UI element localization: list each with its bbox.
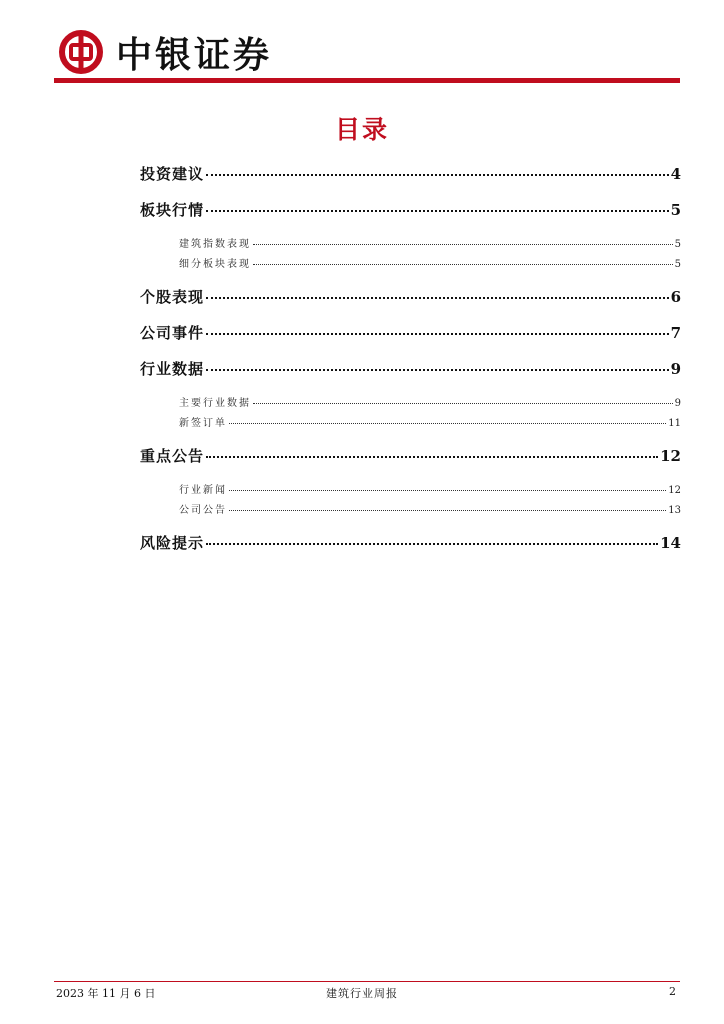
toc-leader bbox=[206, 333, 669, 335]
toc-subentry[interactable] bbox=[179, 501, 681, 516]
toc-leader bbox=[206, 297, 669, 299]
toc-leader bbox=[229, 490, 666, 491]
toc-entry[interactable] bbox=[140, 163, 681, 184]
logo-text: 中银证券 bbox=[116, 33, 273, 76]
toc-page-number: 14 bbox=[660, 534, 681, 552]
toc-entry-label: 公司公告 bbox=[179, 505, 227, 516]
toc-entry-label: 行业数据 bbox=[140, 360, 205, 378]
toc-entry-label: 行业新闻 bbox=[179, 485, 227, 496]
footer-date: 2023 年 11 月 6 日 bbox=[56, 987, 156, 1000]
toc-entry-label: 细分板块表现 bbox=[179, 259, 251, 270]
toc-subentry[interactable] bbox=[179, 394, 681, 409]
toc-page-number: 4 bbox=[670, 165, 681, 183]
toc-entry-label: 主要行业数据 bbox=[179, 398, 251, 409]
header-rule bbox=[54, 78, 680, 83]
toc-entry-label: 板块行情 bbox=[140, 201, 205, 219]
toc-page-number: 12 bbox=[660, 447, 681, 465]
toc-leader bbox=[206, 369, 669, 371]
toc-entry[interactable] bbox=[140, 322, 681, 343]
toc-entry[interactable] bbox=[140, 199, 681, 220]
footer-report-name: 建筑行业周报 bbox=[326, 987, 398, 1000]
toc-entry[interactable] bbox=[140, 358, 681, 379]
toc-entry-label: 建筑指数表现 bbox=[179, 239, 251, 250]
toc-title: 目录 bbox=[334, 115, 389, 144]
toc-subentry[interactable] bbox=[179, 235, 681, 250]
toc-entry-label: 重点公告 bbox=[140, 447, 205, 465]
toc-subentry[interactable] bbox=[179, 255, 681, 270]
toc-subentry[interactable] bbox=[179, 414, 681, 429]
toc-page-number: 5 bbox=[670, 201, 681, 219]
footer-page-number: 2 bbox=[669, 985, 676, 998]
toc-leader bbox=[253, 264, 673, 265]
toc-entry-label: 个股表现 bbox=[140, 288, 205, 306]
toc-leader bbox=[206, 210, 669, 212]
toc-leader bbox=[253, 403, 673, 404]
brand-logo bbox=[58, 28, 272, 76]
toc-page-number: 6 bbox=[670, 288, 681, 306]
footer-rule bbox=[54, 981, 680, 982]
bank-of-china-logo-icon bbox=[58, 29, 104, 75]
toc-page-number: 13 bbox=[668, 505, 681, 516]
toc-leader bbox=[229, 423, 666, 424]
toc-entry-label: 公司事件 bbox=[140, 324, 205, 342]
toc-leader bbox=[206, 543, 658, 545]
toc-entry[interactable] bbox=[140, 532, 681, 553]
toc-page-number: 11 bbox=[668, 418, 681, 429]
toc-page-number: 7 bbox=[670, 324, 681, 342]
toc-leader bbox=[253, 244, 673, 245]
toc-entry-label: 新签订单 bbox=[179, 418, 227, 429]
toc-leader bbox=[206, 174, 669, 176]
toc-leader bbox=[206, 456, 658, 458]
toc-page-number: 9 bbox=[674, 398, 681, 409]
toc-entry-label: 投资建议 bbox=[140, 165, 205, 183]
toc-leader bbox=[229, 510, 666, 511]
toc-entry[interactable] bbox=[140, 445, 681, 466]
toc-page-number: 12 bbox=[668, 485, 681, 496]
toc-page-number: 5 bbox=[674, 239, 681, 250]
toc-entry[interactable] bbox=[140, 286, 681, 307]
toc-subentry[interactable] bbox=[179, 481, 681, 496]
toc-page-number: 9 bbox=[670, 360, 681, 378]
toc-page-number: 5 bbox=[674, 259, 681, 270]
toc-entry-label: 风险提示 bbox=[140, 534, 205, 552]
